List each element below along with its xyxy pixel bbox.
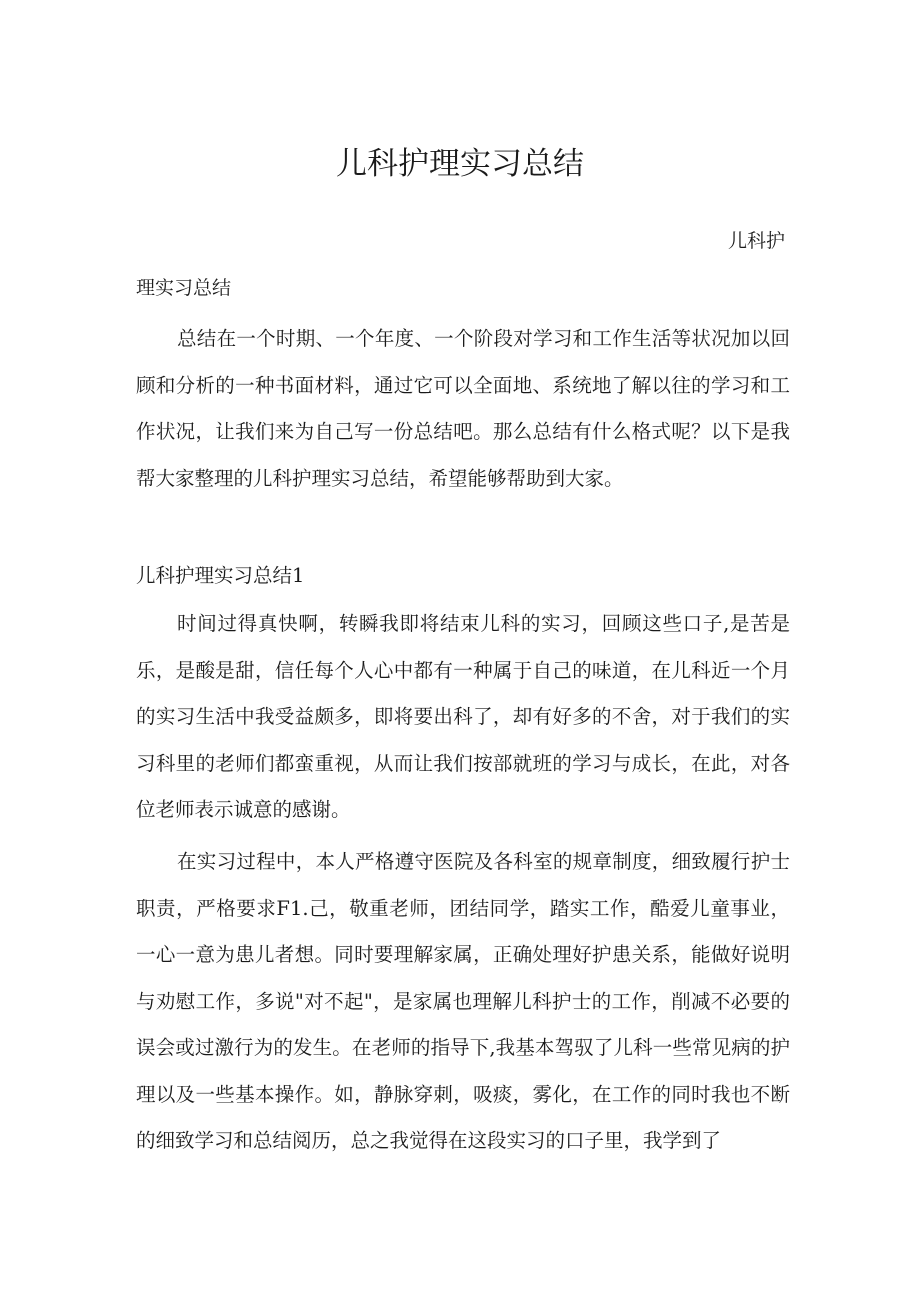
section-paragraph-2: 在实习过程中，本人严格遵守医院及各科室的规章制度，细致履行护士职责，严格要求F1.己，敬重老师，团结同学，踏实工作，酷爱儿童事业，一心一意为患儿者想。同时要理解家属，正确处理好护患关系，能做好说明与劝慰工作，多说"对不起"，是家属也理解儿科护士的工作，削减不必要的误会或过激行为的发生。在老师的指导下,我基本驾驭了儿科一些常见病的护理以及一些基本操作。如，静脉穿刺，吸痰，雾化，在工作的同时我也不断的细致学习和总结阅历，总之我觉得在这段实习的口子里，我学到了 xyxy=(136,850,790,1152)
section-heading: 儿科护理实习总结1 xyxy=(136,564,305,587)
section-paragraph-1: 时间过得真快啊，转瞬我即将结束儿科的实习，回顾这些口子,是苦是乐，是酸是甜，信任每个人心中都有一种属于自己的味道，在儿科近一个月的实习生活中我受益颇多，即将要出科了，却有好多的不舍，对于我们的实习科里的老师们都蛮重视，从而让我们按部就班的学习与成长，在此，对各位老师表示诚意的感谢。 xyxy=(136,612,790,821)
document-title: 儿科护理实习总结 xyxy=(336,146,584,182)
byline-left: 理实习总结 xyxy=(136,277,232,299)
byline-right: 儿科护 xyxy=(727,230,785,252)
intro-paragraph: 总结在一个时期、一个年度、一个阶段对学习和工作生活等状况加以回顾和分析的一种书面材料，通过它可以全面地、系统地了解以往的学习和工作状况，让我们来为自己写一份总结吧。那么总结有什么格式呢？以下是我帮大家整理的儿科护理实习总结，希望能够帮助到大家。 xyxy=(136,327,790,490)
